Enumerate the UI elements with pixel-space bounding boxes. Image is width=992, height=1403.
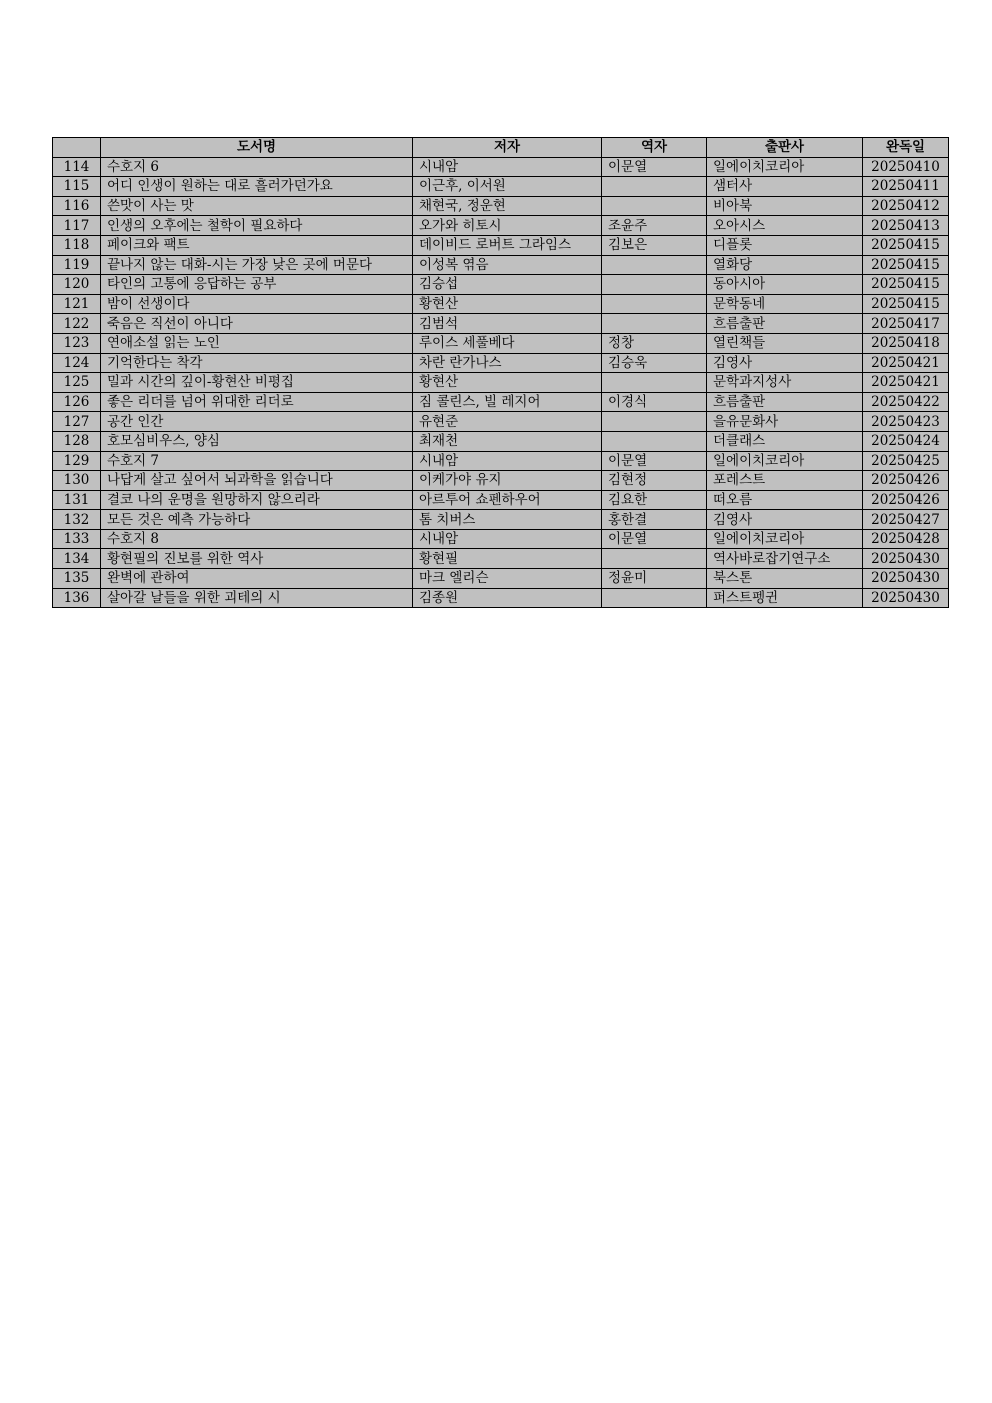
translator-cell: [602, 275, 707, 295]
book-title-cell: 살아갈 날들을 위한 괴테의 시: [101, 588, 413, 608]
row-number-cell: 133: [53, 529, 101, 549]
translator-cell: 김보은: [602, 235, 707, 255]
row-number-cell: 130: [53, 471, 101, 491]
author-cell: 루이스 세풀베다: [413, 333, 602, 353]
table-row: [53, 392, 949, 412]
book-title-cell: 결코 나의 운명을 원망하지 않으리라: [101, 490, 413, 510]
book-title-cell: 수호지 7: [101, 451, 413, 471]
row-number-cell: 131: [53, 490, 101, 510]
reading-log-table: [52, 137, 949, 608]
header-finished-date: 완독일: [863, 138, 949, 158]
publisher-cell: 동아시아: [707, 275, 863, 295]
book-title-cell: 페이크와 팩트: [101, 235, 413, 255]
finished-date-cell: 20250428: [863, 529, 949, 549]
publisher-cell: 떠오름: [707, 490, 863, 510]
header-translator: 역자: [602, 138, 707, 158]
row-number-cell: 127: [53, 412, 101, 432]
finished-date-cell: 20250426: [863, 471, 949, 491]
table-row: [53, 431, 949, 451]
finished-date-cell: 20250418: [863, 333, 949, 353]
author-cell: 황현필: [413, 549, 602, 569]
book-title-cell: 밀과 시간의 깊이-황현산 비평집: [101, 373, 413, 393]
row-number-cell: 117: [53, 216, 101, 236]
publisher-cell: 일에이치코리아: [707, 451, 863, 471]
publisher-cell: 일에이치코리아: [707, 157, 863, 177]
author-cell: 이케가야 유지: [413, 471, 602, 491]
finished-date-cell: 20250417: [863, 314, 949, 334]
publisher-cell: 열린책들: [707, 333, 863, 353]
book-title-cell: 끝나지 않는 대화-시는 가장 낮은 곳에 머문다: [101, 255, 413, 275]
book-title-cell: 어디 인생이 원하는 대로 흘러가던가요: [101, 177, 413, 197]
finished-date-cell: 20250415: [863, 275, 949, 295]
reading-log-sheet: [52, 137, 948, 608]
translator-cell: 이문열: [602, 451, 707, 471]
finished-date-cell: 20250421: [863, 353, 949, 373]
row-number-cell: 126: [53, 392, 101, 412]
table-row: [53, 294, 949, 314]
author-cell: 데이비드 로버트 그라임스: [413, 235, 602, 255]
translator-cell: 홍한결: [602, 510, 707, 530]
table-row: [53, 235, 949, 255]
book-title-cell: 공간 인간: [101, 412, 413, 432]
publisher-cell: 비아북: [707, 196, 863, 216]
finished-date-cell: 20250423: [863, 412, 949, 432]
finished-date-cell: 20250412: [863, 196, 949, 216]
finished-date-cell: 20250422: [863, 392, 949, 412]
book-title-cell: 쓴맛이 사는 맛: [101, 196, 413, 216]
translator-cell: [602, 314, 707, 334]
row-number-cell: 116: [53, 196, 101, 216]
publisher-cell: 샘터사: [707, 177, 863, 197]
book-title-cell: 인생의 오후에는 철학이 필요하다: [101, 216, 413, 236]
table-header-row: [53, 138, 949, 158]
table-row: [53, 490, 949, 510]
row-number-cell: 114: [53, 157, 101, 177]
author-cell: 황현산: [413, 373, 602, 393]
author-cell: 채현국, 정운현: [413, 196, 602, 216]
table-row: [53, 353, 949, 373]
author-cell: 마크 엘리슨: [413, 569, 602, 589]
author-cell: 톰 치버스: [413, 510, 602, 530]
table-row: [53, 588, 949, 608]
table-row: [53, 314, 949, 334]
publisher-cell: 북스톤: [707, 569, 863, 589]
book-title-cell: 수호지 8: [101, 529, 413, 549]
row-number-cell: 129: [53, 451, 101, 471]
publisher-cell: 문학과지성사: [707, 373, 863, 393]
translator-cell: [602, 255, 707, 275]
book-title-cell: 모든 것은 예측 가능하다: [101, 510, 413, 530]
finished-date-cell: 20250410: [863, 157, 949, 177]
header-author: 저자: [413, 138, 602, 158]
author-cell: 유현준: [413, 412, 602, 432]
translator-cell: 김현정: [602, 471, 707, 491]
translator-cell: [602, 373, 707, 393]
finished-date-cell: 20250421: [863, 373, 949, 393]
finished-date-cell: 20250415: [863, 255, 949, 275]
publisher-cell: 퍼스트펭귄: [707, 588, 863, 608]
table-row: [53, 549, 949, 569]
finished-date-cell: 20250415: [863, 294, 949, 314]
finished-date-cell: 20250430: [863, 588, 949, 608]
row-number-cell: 115: [53, 177, 101, 197]
finished-date-cell: 20250411: [863, 177, 949, 197]
translator-cell: 이문열: [602, 157, 707, 177]
translator-cell: [602, 549, 707, 569]
author-cell: 오가와 히토시: [413, 216, 602, 236]
row-number-cell: 125: [53, 373, 101, 393]
book-title-cell: 밤이 선생이다: [101, 294, 413, 314]
publisher-cell: 김영사: [707, 353, 863, 373]
finished-date-cell: 20250430: [863, 569, 949, 589]
finished-date-cell: 20250426: [863, 490, 949, 510]
header-number: [53, 138, 101, 158]
header-publisher: 출판사: [707, 138, 863, 158]
author-cell: 아르투어 쇼펜하우어: [413, 490, 602, 510]
publisher-cell: 역사바로잡기연구소: [707, 549, 863, 569]
book-title-cell: 타인의 고통에 응답하는 공부: [101, 275, 413, 295]
finished-date-cell: 20250427: [863, 510, 949, 530]
row-number-cell: 121: [53, 294, 101, 314]
row-number-cell: 120: [53, 275, 101, 295]
row-number-cell: 132: [53, 510, 101, 530]
translator-cell: [602, 588, 707, 608]
author-cell: 시내암: [413, 529, 602, 549]
table-row: [53, 451, 949, 471]
author-cell: 시내암: [413, 157, 602, 177]
author-cell: 시내암: [413, 451, 602, 471]
row-number-cell: 128: [53, 431, 101, 451]
publisher-cell: 포레스트: [707, 471, 863, 491]
table-row: [53, 510, 949, 530]
row-number-cell: 124: [53, 353, 101, 373]
author-cell: 김범석: [413, 314, 602, 334]
translator-cell: 김요한: [602, 490, 707, 510]
publisher-cell: 흐름출판: [707, 314, 863, 334]
author-cell: 황현산: [413, 294, 602, 314]
row-number-cell: 122: [53, 314, 101, 334]
book-title-cell: 완벽에 관하여: [101, 569, 413, 589]
book-title-cell: 호모심비우스, 양심: [101, 431, 413, 451]
publisher-cell: 오아시스: [707, 216, 863, 236]
table-row: [53, 333, 949, 353]
publisher-cell: 김영사: [707, 510, 863, 530]
translator-cell: 조윤주: [602, 216, 707, 236]
translator-cell: 정창: [602, 333, 707, 353]
book-title-cell: 나답게 살고 싶어서 뇌과학을 읽습니다: [101, 471, 413, 491]
book-title-cell: 황현필의 진보를 위한 역사: [101, 549, 413, 569]
book-title-cell: 기억한다는 착각: [101, 353, 413, 373]
table-row: [53, 196, 949, 216]
publisher-cell: 일에이치코리아: [707, 529, 863, 549]
translator-cell: [602, 196, 707, 216]
table-row: [53, 529, 949, 549]
finished-date-cell: 20250430: [863, 549, 949, 569]
finished-date-cell: 20250425: [863, 451, 949, 471]
table-row: [53, 471, 949, 491]
table-row: [53, 157, 949, 177]
translator-cell: 정윤미: [602, 569, 707, 589]
book-title-cell: 좋은 리더를 넘어 위대한 리더로: [101, 392, 413, 412]
publisher-cell: 을유문화사: [707, 412, 863, 432]
translator-cell: 이경식: [602, 392, 707, 412]
author-cell: 이근후, 이서원: [413, 177, 602, 197]
book-title-cell: 죽음은 직선이 아니다: [101, 314, 413, 334]
row-number-cell: 118: [53, 235, 101, 255]
table-row: [53, 275, 949, 295]
translator-cell: 김승욱: [602, 353, 707, 373]
translator-cell: [602, 431, 707, 451]
author-cell: 최재천: [413, 431, 602, 451]
table-row: [53, 216, 949, 236]
publisher-cell: 더클래스: [707, 431, 863, 451]
author-cell: 이성복 엮음: [413, 255, 602, 275]
row-number-cell: 135: [53, 569, 101, 589]
translator-cell: 이문열: [602, 529, 707, 549]
row-number-cell: 123: [53, 333, 101, 353]
author-cell: 짐 콜린스, 빌 레지어: [413, 392, 602, 412]
finished-date-cell: 20250415: [863, 235, 949, 255]
author-cell: 김승섭: [413, 275, 602, 295]
translator-cell: [602, 294, 707, 314]
table-row: [53, 177, 949, 197]
publisher-cell: 흐름출판: [707, 392, 863, 412]
table-body: [53, 157, 949, 608]
header-book-title: 도서명: [101, 138, 413, 158]
book-title-cell: 연애소설 읽는 노인: [101, 333, 413, 353]
publisher-cell: 열화당: [707, 255, 863, 275]
translator-cell: [602, 412, 707, 432]
translator-cell: [602, 177, 707, 197]
table-row: [53, 412, 949, 432]
row-number-cell: 119: [53, 255, 101, 275]
finished-date-cell: 20250424: [863, 431, 949, 451]
book-title-cell: 수호지 6: [101, 157, 413, 177]
table-row: [53, 569, 949, 589]
publisher-cell: 문학동네: [707, 294, 863, 314]
publisher-cell: 디플롯: [707, 235, 863, 255]
author-cell: 차란 란가나스: [413, 353, 602, 373]
row-number-cell: 136: [53, 588, 101, 608]
row-number-cell: 134: [53, 549, 101, 569]
finished-date-cell: 20250413: [863, 216, 949, 236]
table-row: [53, 373, 949, 393]
author-cell: 김종원: [413, 588, 602, 608]
table-row: [53, 255, 949, 275]
